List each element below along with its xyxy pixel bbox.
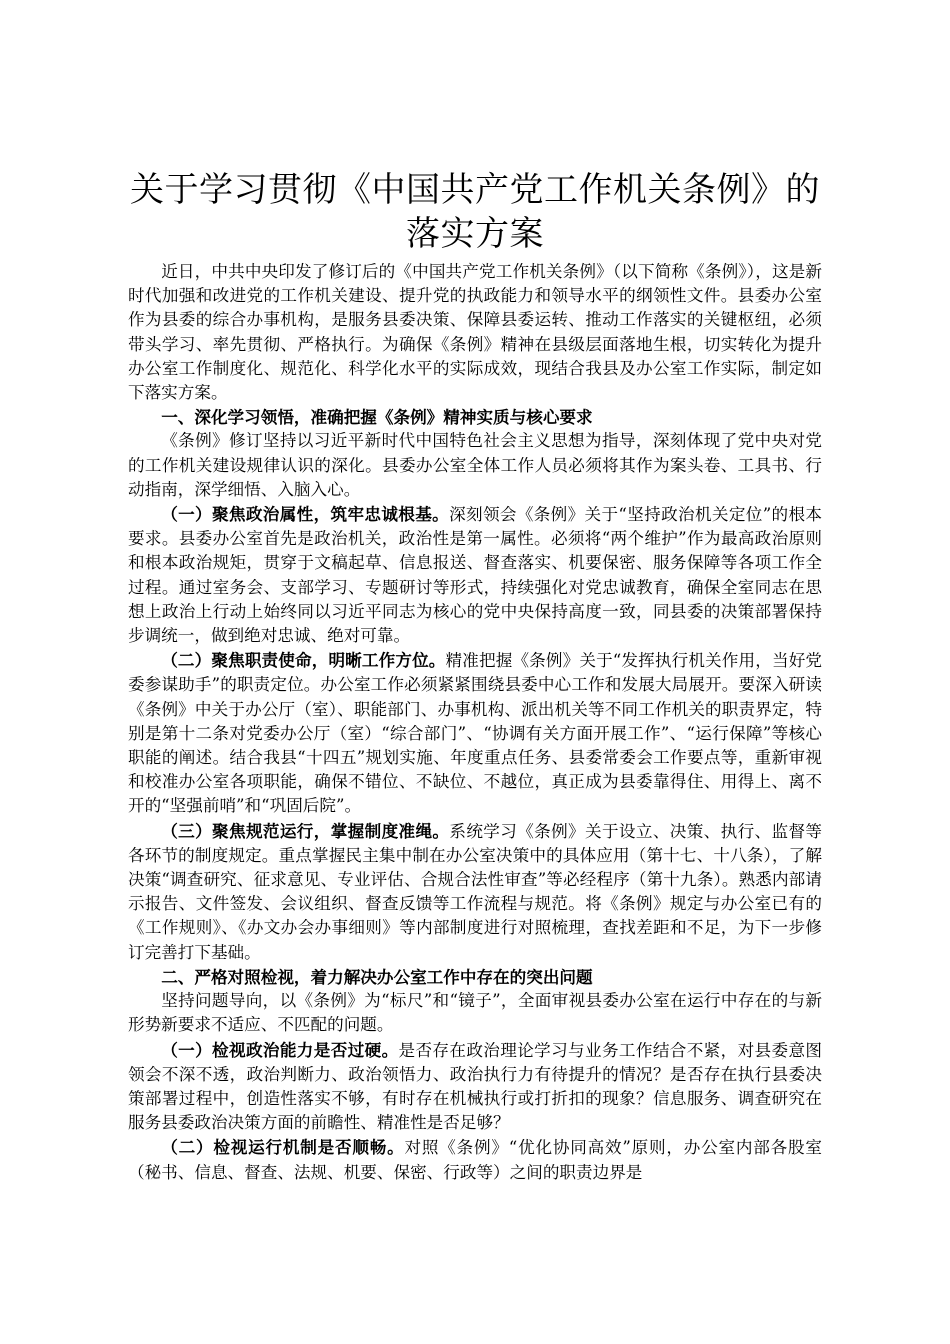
item-text: 是否存在政治理论学习与业务工作结合不紧，对县委意图领会不深不透，政治判断力、政治领悟力、政治执行力有待提升的情况？是否存在执行县委决策部署过程中，创造性落实不够，有时存在机械执行或打折扣的现象？信息服务、调查研究在服务县委政治决策方面的前瞻性、精准性是否足够？ (128, 1040, 822, 1133)
section-1-item-1 (128, 502, 822, 648)
section-1-heading: 一、深化学习领悟，准确把握《条例》精神实质与核心要求 (161, 407, 593, 428)
item-lead: （三）聚焦规范运行，掌握制度准绳。 (161, 820, 450, 841)
section-2-item-2 (128, 1135, 822, 1184)
item-lead: （二）检视运行机制是否顺畅。 (161, 1137, 405, 1158)
document-page (128, 168, 822, 1185)
section-1-intro: 《条例》修订坚持以习近平新时代中国特色社会主义思想为指导，深刻体现了党中央对党的工作机关建设规律认识的深化。县委办公室全体工作人员必须将其作为案头卷、工具书、行动指南，深学细悟、入脑入心。 (128, 431, 822, 499)
intro-paragraph: 近日，中共中央印发了修订后的《中国共产党工作机关条例》（以下简称《条例》），这是新时代加强和改进党的工作机关建设、提升党的执政能力和领导水平的纲领性文件。县委办公室作为县委的综合办事机构，是服务县委决策、保障县委运转、推动工作落实的关键枢纽，必须带头学习、率先贯彻、严格执行。为确保《条例》精神在县级层面落地生根，切实转化为提升办公室工作制度化、规范化、科学化水平的实际成效，现结合我县及办公室工作实际，制定如下落实方案。 (128, 262, 822, 403)
document-title: 关于学习贯彻《中国共产党工作机关条例》的落实方案 (130, 170, 820, 254)
item-lead: （一）聚焦政治属性，筑牢忠诚根基。 (161, 504, 450, 525)
section-1-item-2 (128, 648, 822, 818)
item-text: 精准把握《条例》关于“发挥执行机关作用，当好党委参谋助手”的职责定位。办公室工作必须紧紧围绕县委中心工作和发展大局展开。要深入研读《条例》中关于办公厅（室）、职能部门、办事机构、派出机关等不同工作机关的职责界定，特别是第十二条对党委办公厅（室）“综合部门”、“协调有关方面开展工作”、“运行保障”等核心职能的阐述。结合我县“十四五”规划实施、年度重点任务、县委常委会工作要点等，重新审视和校准办公室各项职能，确保不错位、不缺位、不越位，真正成为县委靠得住、用得上、离不开的“坚强前哨”和“巩固后院”。 (128, 651, 823, 816)
item-text: 系统学习《条例》关于设立、决策、执行、监督等各环节的制度规定。重点掌握民主集中制在办公室决策中的具体应用（第十七、十八条），了解决策“调查研究、征求意见、专业评估、合规合法性审查”等必经程序（第十九条）。熟悉内部请示报告、文件签发、会议组织、督查反馈等工作流程与规范。将《条例》规定与办公室已有的《工作规则》、《办文办会办事细则》等内部制度进行对照梳理，查找差距和不足，为下一步修订完善打下基础。 (128, 821, 822, 962)
section-2-intro: 坚持问题导向，以《条例》为“标尺”和“镜子”，全面审视县委办公室在运行中存在的与新形势新要求不适应、不匹配的问题。 (128, 991, 822, 1035)
section-2-heading: 二、严格对照检视，着力解决办公室工作中存在的突出问题 (161, 966, 593, 987)
item-lead: （二）聚焦职责使命，明晰工作方位。 (161, 650, 446, 671)
item-text: 对照《条例》“优化协同高效”原则，办公室内部各股室（秘书、信息、督查、法规、机要、保密、行政等）之间的职责边界是 (128, 1138, 823, 1182)
item-lead: （一）检视政治能力是否过硬。 (161, 1039, 399, 1060)
section-1-item-3 (128, 819, 822, 965)
section-2-item-1 (128, 1038, 822, 1136)
item-text: 深刻领会《条例》关于“坚持政治机关定位”的根本要求。县委办公室首先是政治机关，政治性是第一属性。必须将“两个维护”作为最高政治原则和根本政治规矩，贯穿于文稿起草、信息报送、督查落实、机要保密、服务保障等各项工作全过程。通过室务会、支部学习、专题研讨等形式，持续强化对党忠诚教育，确保全室同志在思想上政治上行动上始终同以习近平同志为核心的党中央保持高度一致，同县委的决策部署保持步调统一，做到绝对忠诚、绝对可靠。 (128, 505, 823, 646)
